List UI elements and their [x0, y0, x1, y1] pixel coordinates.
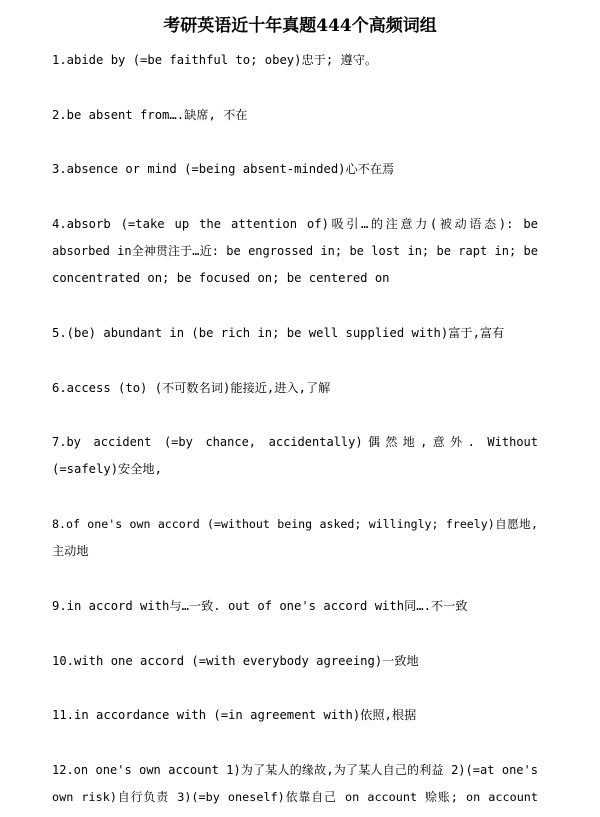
- entry-line: 12.on one's own account 1)为了某人的缘故,为了某人自己的利益 2)(=at one's: [52, 763, 538, 777]
- entry-line: concentrated on; be focused on; be centered on: [52, 271, 390, 285]
- phrase-entry-5: [52, 320, 538, 347]
- entry-line: 1.abide by (=be faithful to; obey)忠于; 遵守。: [52, 53, 378, 67]
- entry-line: (=safely)安全地,: [52, 462, 162, 476]
- phrase-entry-4: [52, 211, 538, 292]
- phrase-entry-9: [52, 593, 538, 620]
- phrase-entry-6: [52, 375, 538, 402]
- entry-line: 10.with one accord (=with everybody agreeing)一致地: [52, 654, 419, 668]
- entry-line: 11.in accordance with (=in agreement with)依照,根据: [52, 708, 417, 722]
- entry-line: 主动地: [52, 544, 89, 558]
- phrase-entry-3: [52, 156, 538, 183]
- entry-line: 9.in accord with与…一致. out of one's accord with同….不一致: [52, 599, 468, 613]
- entry-line: 6.access (to) (不可数名词)能接近,进入,了解: [52, 381, 331, 395]
- phrase-entry-7: [52, 429, 538, 483]
- entry-line: own risk)自行负责 3)(=by oneself)依靠自己 on account 赊账; on account: [52, 790, 538, 804]
- entry-line: 5.(be) abundant in (be rich in; be well supplied with)富于,富有: [52, 326, 505, 340]
- phrase-entry-10: [52, 648, 538, 675]
- entry-line: 7.by accident (=by chance, accidentally)偶然地,意外. Without: [52, 435, 538, 449]
- entry-line: absorbed in全神贯注于…近: be engrossed in; be lost in; be rapt in; be: [52, 244, 538, 258]
- entry-line: 8.of one's own accord (=without being asked; willingly; freely)自愿地,: [52, 517, 538, 531]
- phrase-entry-11: [52, 702, 538, 729]
- phrase-entry-8: [52, 511, 538, 565]
- phrase-entry-2: [52, 102, 538, 129]
- entry-line: 4.absorb (=take up the attention of)吸引…的注意力(被动语态): be: [52, 217, 538, 231]
- document-title: 考研英语近十年真题444个高频词组: [163, 16, 437, 36]
- entry-line: 2.be absent from….缺席, 不在: [52, 108, 248, 122]
- entry-line: 3.absence or mind (=being absent-minded)心不在焉: [52, 162, 395, 176]
- phrase-entry-12: [52, 757, 538, 811]
- phrase-entry-1: [52, 47, 538, 74]
